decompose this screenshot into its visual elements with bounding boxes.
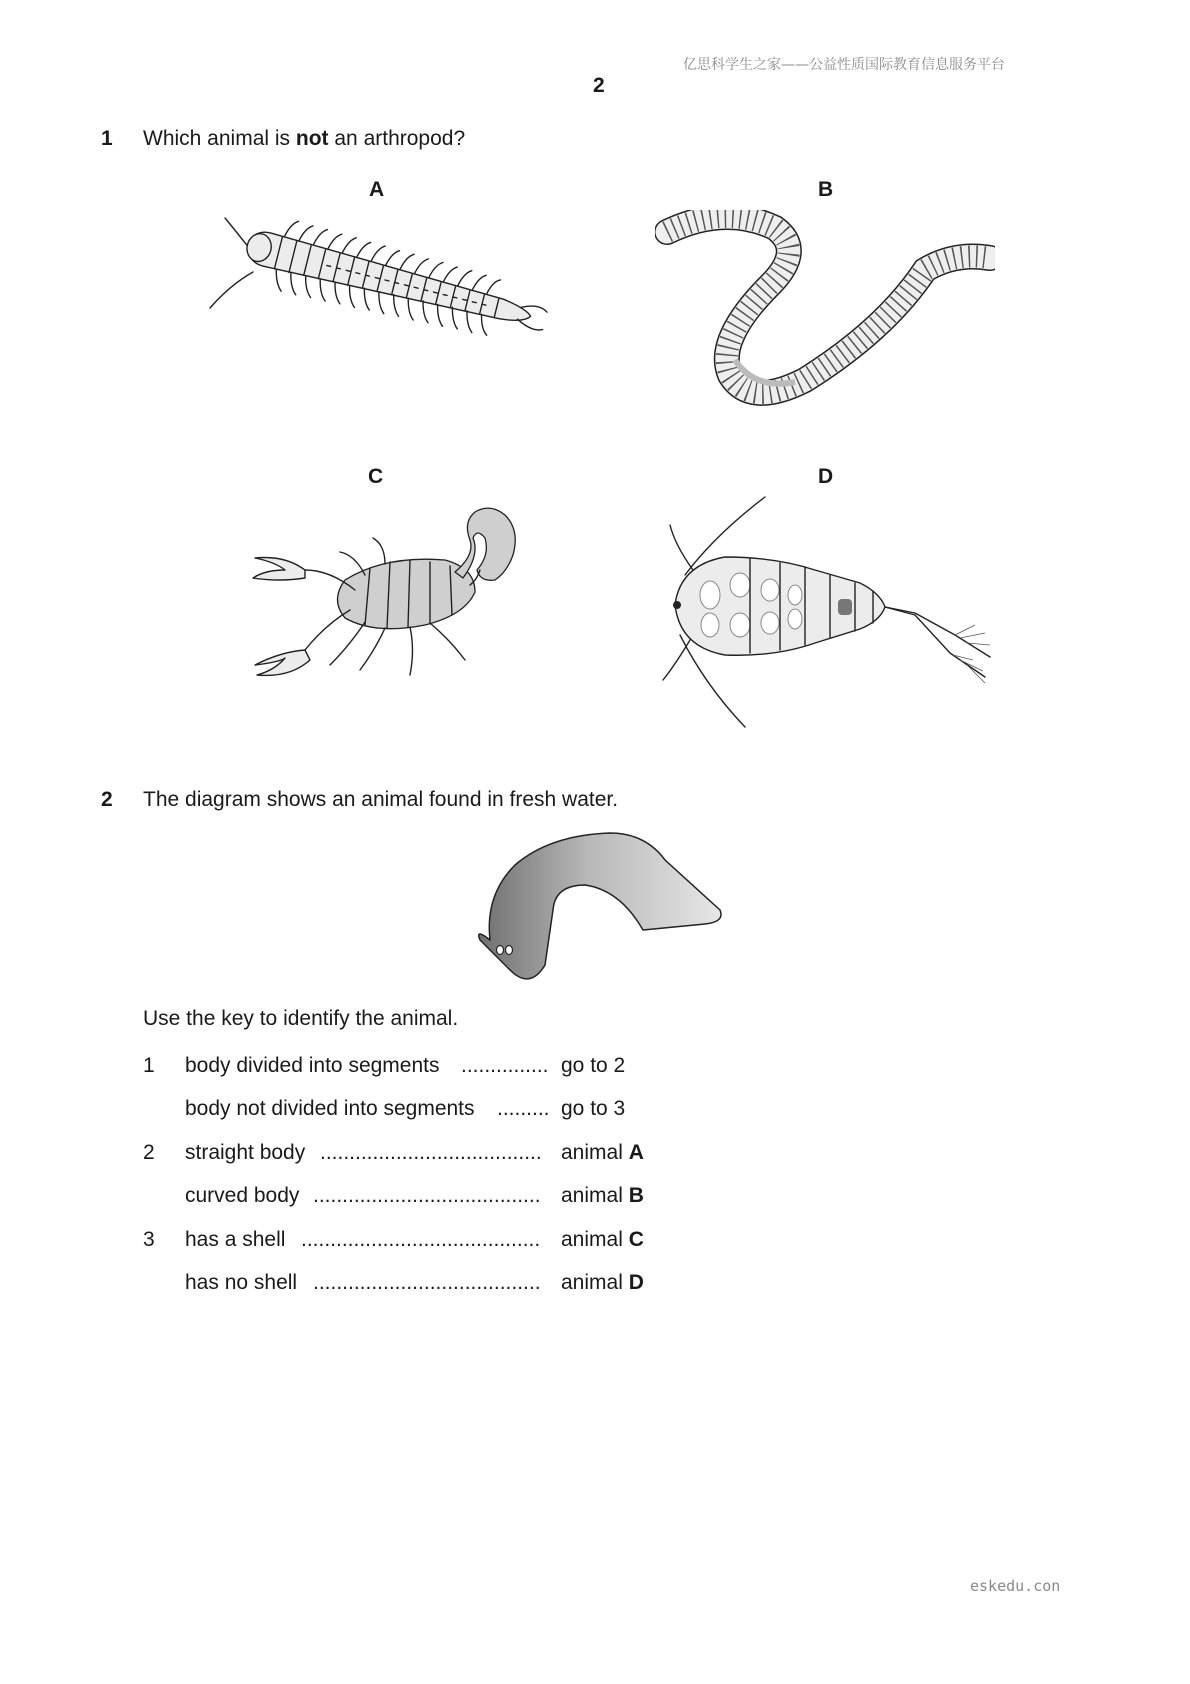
key-row-1-dots: ............... — [461, 1054, 549, 1077]
option-d-label: D — [818, 465, 834, 488]
question-2-number: 2 — [101, 788, 113, 811]
key-row-3-number: 2 — [143, 1141, 155, 1164]
option-c-label: C — [368, 465, 384, 488]
key-row-1-description: body divided into segments — [185, 1054, 440, 1077]
key-row-4-description: curved body — [185, 1184, 300, 1207]
key-row-4-dots: ....................................... — [313, 1184, 541, 1207]
key-row-3-description: straight body — [185, 1141, 306, 1164]
footer-site: eskedu.con — [970, 1577, 1061, 1595]
key-row-3-result: animal A — [561, 1141, 644, 1164]
crustacean-icon — [655, 495, 995, 730]
flatworm-icon — [475, 830, 730, 985]
key-row-5-dots: ......................................... — [301, 1228, 541, 1251]
question-1-number: 1 — [101, 127, 113, 150]
key-row-2-result: go to 3 — [561, 1097, 626, 1120]
option-a-label: A — [369, 178, 385, 201]
key-row-5-result: animal C — [561, 1228, 644, 1251]
key-row-6-result: animal D — [561, 1271, 644, 1294]
key-instruction: Use the key to identify the animal. — [143, 1007, 459, 1030]
question-2-text: The diagram shows an animal found in fresh water. — [143, 788, 619, 811]
key-row-1-result: go to 2 — [561, 1054, 626, 1077]
key-row-4-result: animal B — [561, 1184, 644, 1207]
key-row-2-description: body not divided into segments — [185, 1097, 475, 1120]
key-row-6-dots: ....................................... — [313, 1271, 541, 1294]
header-watermark: 亿思科学生之家——公益性质国际教育信息服务平台 — [683, 57, 1005, 73]
question-1-emphasis: not — [295, 127, 329, 150]
key-row-2-dots: ......... — [497, 1097, 550, 1120]
option-b-label: B — [818, 178, 834, 201]
page-number: 2 — [593, 74, 605, 97]
question-1-text: Which animal is not an arthropod? — [143, 127, 466, 150]
key-row-5-description: has a shell — [185, 1228, 286, 1251]
key-row-5-number: 3 — [143, 1228, 155, 1251]
key-row-1-number: 1 — [143, 1054, 155, 1077]
earthworm-icon — [655, 210, 995, 410]
centipede-icon — [205, 210, 555, 345]
scorpion-icon — [245, 500, 525, 685]
key-row-6-description: has no shell — [185, 1271, 298, 1294]
key-row-3-dots: ...................................... — [320, 1141, 542, 1164]
